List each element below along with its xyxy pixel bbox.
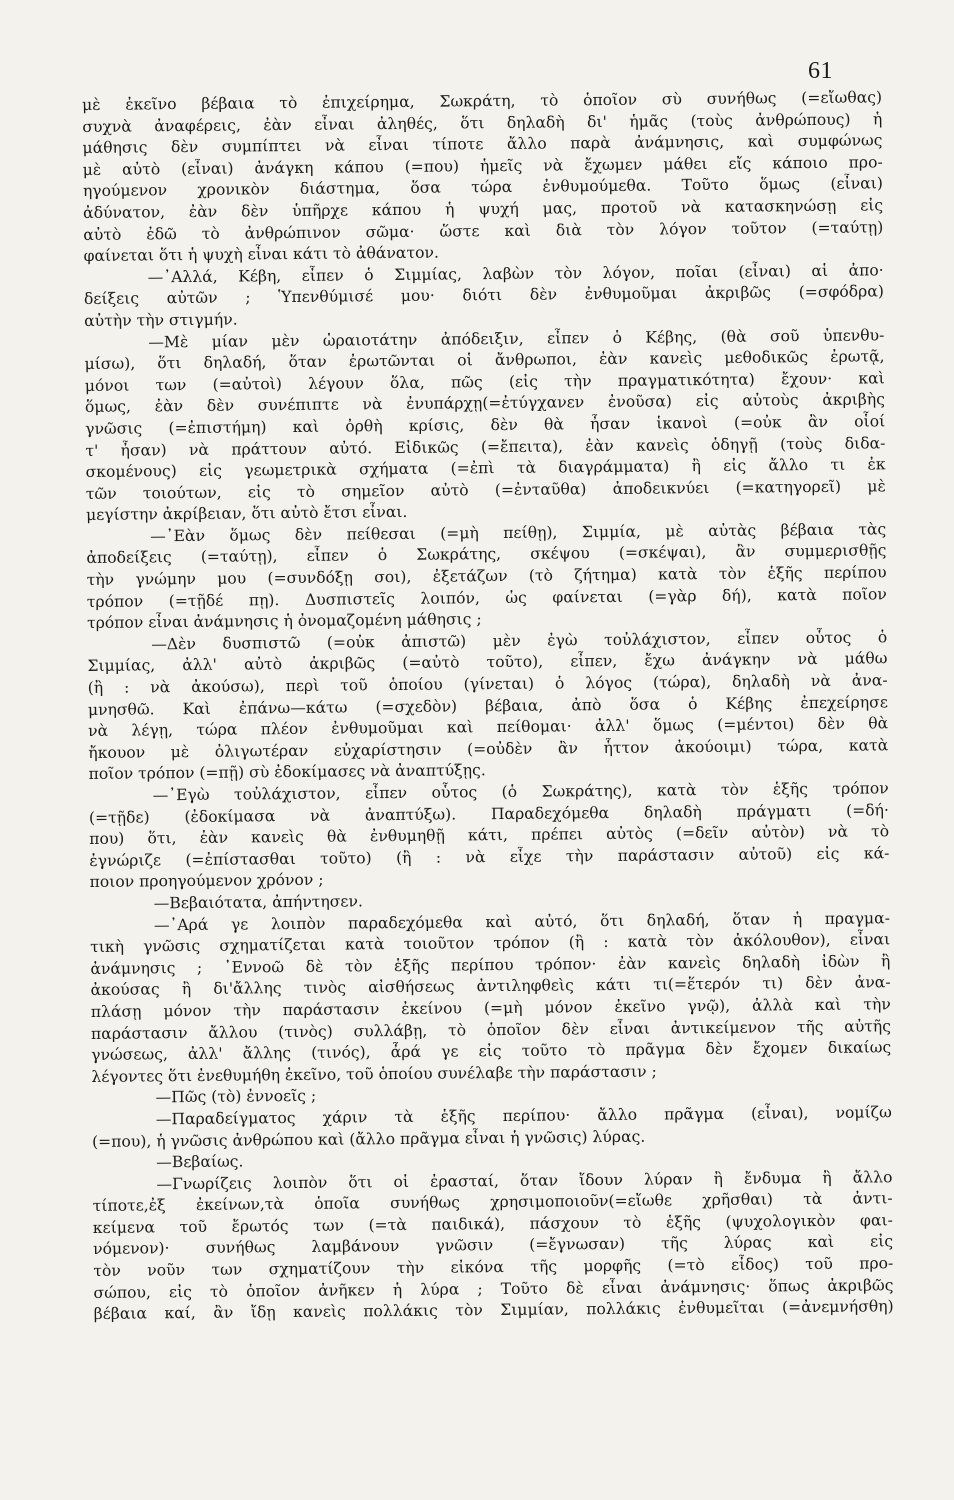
- text-line: σώπου, εἰς τὸ ὁποῖον ἀνῆκεν ἡ λύρα ; Τοῦτο δὲ εἶναι ἀνάμνησις· ὅπως ἀκριβῶς: [93, 1275, 894, 1302]
- text-line: —Μὲ μίαν μὲν ὡραιοτάτην ἀπόδειξιν, εἶπεν ὁ Κέβης, (θὰ σοῦ ὑπενθυ-: [148, 325, 885, 351]
- text-line: —Βεβαίως.: [156, 1152, 244, 1172]
- text-line: παράστασιν ἄλλου (τινὸς) συλλάβῃ, τὸ ὁποῖον δὲν εἶναι ἀντικείμενον τῆς αὐτῆς: [90, 1016, 892, 1043]
- text-line: νὰ λέγῃ, τώρα πλέον ἐνθυμοῦμαι καὶ πείθομαι· ἀλλ' ὅμως (=μέντοι) δὲν θὰ: [88, 714, 889, 741]
- text-line: που) ὅτι, ἐὰν κανεὶς θὰ ἐνθυμηθῇ κάτι, πρέπει αὐτὸς (=δεῖν αὐτὸν) νὰ τὸ: [89, 822, 890, 849]
- text-line: λέγοντες ὅτι ἐνεθυμήθη ἐκεῖνο, τοῦ ὁποίου συνέλαβε τὴν παράστασιν ;: [91, 1062, 657, 1086]
- text-line: —Πῶς (τὸ) ἐννοεῖς ;: [155, 1087, 317, 1107]
- text-line: ποῖον τρόπον (=πῇ) σὺ ἐδοκίμασες νὰ ἀναπτύξῃς.: [88, 761, 486, 784]
- page-number: 61: [808, 58, 833, 84]
- text-line: τ' ἦσαν) νὰ πράττουν αὐτό. Εἰδικῶς (=ἔπειτα), ἐὰν κανεὶς ὁδηγῇ (τοὺς διδα-: [85, 433, 886, 460]
- text-line: (=τῇδε) (ἐδοκίμασα νὰ ἀναπτύξω). Παραδεχόμεθα δηλαδὴ πράγματι (=δή·: [88, 800, 889, 827]
- text-line: —Βεβαιότατα, ἀπήντησεν.: [153, 892, 363, 913]
- text-line: σκομένους) εἰς γεωμετρικὰ σχήματα (=ἐπὶ τὰ διαγράμματα) ἢ εἰς ἄλλο τι ἐκ: [85, 455, 886, 482]
- text-line: ἀκούσας ἢ δι'ἄλλης τινὸς αἰσθήσεως ἀντιληφθεὶς κάτι τι(=ἕτερόν τι) δὲν ἀνα-: [90, 973, 891, 1000]
- text-line: βέβαια καί, ἂν ἴδῃ κανεὶς πολλάκις τὸν Σιμμίαν, πολλάκις ἐνθυμεῖται (=ἀνεμνήσθη): [93, 1297, 894, 1324]
- text-line: μὲ ἐκεῖνο βέβαια τὸ ἐπιχείρημα, Σωκράτη, τὸ ὁποῖον σὺ συνήθως (=εἴωθας): [82, 88, 883, 114]
- text-line: (ἢ : νὰ ἀκούσω), περὶ τοῦ ὁποίου (γίνεται) ὁ λόγος (τώρα), δηλαδὴ νὰ ἀνα-: [87, 671, 888, 698]
- text-line: δείξεις αὐτῶν ; Ὑπενθύμισέ μου· διότι δὲν ἐνθυμοῦμαι ἀκριβῶς (=σφόδρα): [83, 282, 885, 309]
- text-line: αὐτὴν τὴν στιγμήν.: [84, 310, 238, 330]
- text-line: συχνὰ ἀναφέρεις, ἐὰν εἶναι ἀληθές, ὅτι δηλαδὴ δι' ἡμᾶς (τοὺς ἀνθρώπους) ἡ: [82, 109, 883, 136]
- text-line: —᾿Αλλά, Κέβη, εἶπεν ὁ Σιμμίας, λαβὼν τὸν λόγον, ποῖαι (εἶναι) αἱ ἀπο·: [147, 261, 884, 287]
- text-line: τρόπον εἶναι ἀνάμνησις ἡ ὀνομαζομένη μάθησις ;: [86, 610, 482, 633]
- text-line: τικὴ γνῶσις σχηματίζεται κατὰ τοιοῦτον τρόπον (ἢ : κατὰ τὸν ἀκόλουθον), εἶναι: [90, 930, 891, 957]
- text-line: ὅμως, ἐὰν δὲν συνέπιπτε νὰ ἐνυπάρχῃ(=ἐτύγχανεν ἐνοῦσα) εἰς αὐτοὺς ἀκριβὴς: [84, 390, 886, 417]
- text-line: γνῶσις (=ἐπιστήμη) καὶ ὀρθὴ κρίσις, δὲν θὰ ἦσαν ἱκανοὶ (=οὐκ ἂν οἷοί: [85, 412, 886, 438]
- text-line: κείμενα τοῦ ἔρωτός των (=τὰ παιδικά), πάσχουν τὸ ἑξῆς (ψυχολογικὸν φαι-: [92, 1211, 893, 1237]
- text-line: μεγίστην ἀκρίβειαν, ὅτι αὐτὸ ἔτσι εἶναι.: [85, 503, 408, 525]
- text-line: —Γνωρίζεις λοιπὸν ὅτι οἱ ἐρασταί, ὅταν ἴδουν λύραν ἢ ἔνδυμα ἢ ἄλλο: [156, 1167, 893, 1194]
- text-line: μάθησις δὲν συμπίπτει νὰ εἶναι τίποτε ἄλλο παρὰ ἀνάμνησις, καὶ συμφώνως: [82, 131, 883, 158]
- text-line: ἀδύνατον, ἐὰν δὲν ὑπῆρχε κάπου ἡ ψυχή μας, προτοῦ νὰ κατασκηνώσῃ εἰς: [83, 196, 884, 222]
- text-line: νόμενον)· συνήθως λαμβάνουν γνῶσιν (=ἔγνωσαν) τῆς λύρας καὶ εἰς: [92, 1232, 894, 1259]
- text-line: πλάσῃ μόνον τὴν παράστασιν ἐκείνου (=μὴ μόνον ἐκεῖνο γνῷ), ἀλλὰ καὶ τὴν: [90, 995, 891, 1021]
- text-line: αὐτὸ ἐδῶ τὸ ἀνθρώπινον σῶμα· ὥστε καὶ διὰ τὸν λόγον τοῦτον (=ταύτῃ): [83, 217, 884, 244]
- text-line: ἀνάμνησις ; ᾿Εννοῶ δὲ τὸν ἑξῆς περίπου τρόπον· ἐὰν κανεὶς δηλαδὴ ἰδὼν ἢ: [90, 952, 891, 978]
- text-line: τὴν γνώμην μου (=συνδόξῃ σοι), ἐξετάζων (τὸ ζήτημα) κατὰ τὸν ἑξῆς περίπου: [86, 563, 887, 590]
- text-line: τὸν νοῦν των σχηματίζουν τὴν εἰκόνα τῆς μορφῆς (=τὸ εἶδος) τοῦ προ-: [93, 1254, 894, 1281]
- text-line: ἀποδείξεις (=ταύτῃ), εἶπεν ὁ Σωκράτης, σκέψου (=σκέψαι), ἂν συμμερισθῇς: [86, 541, 887, 568]
- text-line: —᾿Εγὼ τοὐλάχιστον, εἶπεν οὗτος (ὁ Σωκράτης), κατὰ τὸν ἑξῆς τρόπον: [152, 779, 889, 805]
- body-text: [82, 87, 894, 1325]
- text-line: μίσω), ὅτι δηλαδή, ὅταν ἐρωτῶνται οἱ ἄνθρωποι, ἐὰν κανεὶς μεθοδικῶς ἐρωτᾷ,: [84, 347, 885, 374]
- text-line: ποιον προηγούμενον χρόνον ;: [89, 871, 324, 892]
- text-line: τίποτε,ἐξ ἐκείνων,τὰ ὁποῖα συνήθως χρησιμοποιοῦν(=εἴωθε χρῆσθαι) τὰ ἀντι-: [92, 1189, 893, 1216]
- text-line: μὲ αὐτὸ (εἶναι) ἀνάγκη κάπου (=που) ἡμεῖς νὰ ἔχωμεν μάθει εἴς κάποιο προ-: [82, 153, 883, 179]
- text-line: Σιμμίας, ἀλλ' αὐτὸ ἀκριβῶς (=αὐτὸ τοῦτο), εἶπεν, ἔχω ἀνάγκην νὰ μάθω: [87, 649, 888, 676]
- text-line: ἤκουον μὲ ὀλιγωτέραν εὐχαρίστησιν (=οὐδὲν ἂν ἧττον ἀκούοιμι) τώρα, κατὰ: [88, 736, 889, 762]
- text-line: φαίνεται ὅτι ἡ ψυχὴ εἶναι κάτι τὸ ἀθάνατον.: [83, 243, 439, 266]
- text-line: τῶν τοιούτων, εἰς τὸ σημεῖον αὐτὸ (=ἐνταῦθα) ἀποδεικνύει (=κατηγορεῖ) μὲ: [85, 476, 886, 503]
- text-line: τρόπον (=τῇδέ πῃ). Δυσπιστεῖς λοιπόν, ὡς φαίνεται (=γὰρ δή), κατὰ ποῖον: [86, 584, 887, 611]
- text-line: —Δὲν δυσπιστῶ (=οὐκ ἀπιστῶ) μὲν ἐγὼ τοὐλάχιστον, εἶπεν οὗτος ὁ: [151, 628, 888, 654]
- text-line: ηγούμενον χρονικὸν διάστημα, ὅσα τώρα ἐνθυμούμεθα. Τοῦτο ὅμως (εἶναι): [82, 174, 883, 201]
- text-line: μνησθῶ. Καὶ ἐπάνω—κάτω (=σχεδὸν) βέβαια, ἀπὸ ὅσα ὁ Κέβης ἐπεχείρησε: [87, 692, 888, 719]
- text-line: —᾿Αρά γε λοιπὸν παραδεχόμεθα καὶ αὐτό, ὅτι δηλαδή, ὅταν ἡ πραγμα-: [153, 908, 891, 934]
- text-line: —᾿Εὰν ὅμως δὲν πείθεσαι (=μὴ πείθῃ), Σιμμία, μὲ αὐτὰς βέβαια τὰς: [150, 520, 887, 546]
- text-line: μόνοι των (=αὐτοὶ) λέγουν ὅλα, πῶς (εἰς τὴν πραγματικότητα) ἔχουν· καὶ: [84, 369, 885, 395]
- text-line: γνώσεως, ἀλλ' ἄλλης (τινός), ἆρά γε εἰς τοῦτο τὸ πρᾶγμα δὲν ἔχομεν δικαίως: [91, 1038, 892, 1065]
- text-line: —Παραδείγματος χάριν τὰ ἑξῆς περίπου· ἄλλο πρᾶγμα (εἶναι), νομίζω: [155, 1103, 892, 1129]
- text-line: (=που), ἡ γνῶσις ἀνθρώπου καὶ (ἄλλο πρᾶγμα εἶναι ἡ γνῶσις) λύρας.: [91, 1127, 646, 1151]
- text-line: ἐγνώριζε (=ἐπίστασθαι τοῦτο) (ἢ : νὰ εἶχε τὴν παράστασιν αὐτοῦ) εἰς κά-: [89, 844, 890, 870]
